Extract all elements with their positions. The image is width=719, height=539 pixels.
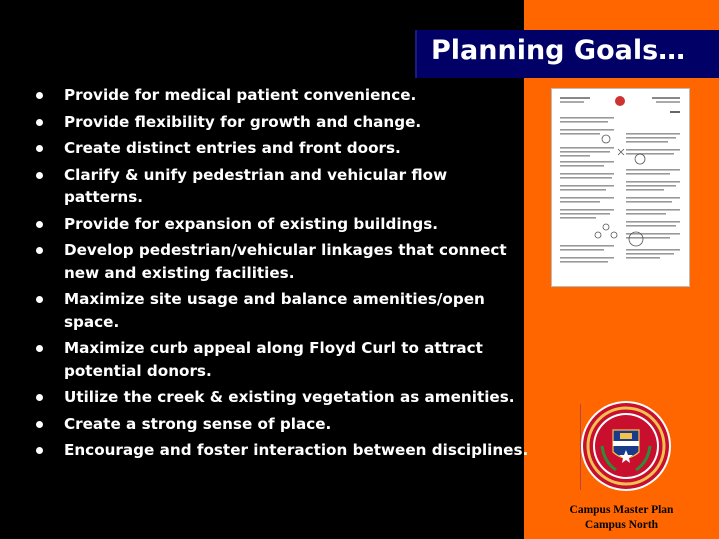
goal-item [30, 111, 530, 134]
goal-item [30, 213, 530, 236]
goal-item [30, 288, 530, 333]
goal-text: Utilize the creek & existing vegetation as amenities. [64, 388, 515, 406]
goal-item [30, 137, 530, 160]
goal-text: Develop pedestrian/vehicular linkages that connect new and existing facilities. [64, 241, 507, 282]
bullet-icon [36, 221, 43, 228]
goal-text: Provide for expansion of existing buildings. [64, 214, 439, 233]
slide-title: Planning Goals… [431, 35, 686, 66]
goal-text: Maximize curb appeal along Floyd Curl to attract potential donors. [64, 339, 483, 380]
bullet-icon [36, 145, 43, 152]
goal-text: Clarify & unify pedestrian and vehicular flow patterns. [64, 165, 448, 206]
goal-item [30, 239, 530, 284]
goal-text: Create a strong sense of place. [64, 414, 332, 433]
goal-item [30, 84, 530, 107]
goal-text: Maximize site usage and balance amenities/open space. [64, 290, 485, 331]
bullet-icon [36, 447, 43, 454]
goal-text: Provide flexibility for growth and change. [64, 112, 422, 131]
title-bar [415, 30, 719, 78]
caption-line-1: Campus Master Plan [569, 504, 674, 516]
goal-item [30, 164, 530, 209]
bullet-icon [36, 119, 43, 126]
goal-item [30, 386, 530, 409]
bullet-icon [36, 421, 43, 428]
goal-text: Provide for medical patient convenience. [64, 86, 417, 104]
document-thumbnail-graphic [552, 89, 689, 286]
goals-list [30, 84, 530, 466]
bullet-icon [36, 172, 43, 179]
bullet-icon [36, 92, 43, 99]
bullet-icon [36, 247, 43, 254]
university-seal-icon [580, 400, 672, 492]
goal-item [30, 439, 530, 462]
campus-caption [524, 503, 719, 533]
bullet-icon [36, 394, 43, 401]
goal-item [30, 413, 530, 436]
goal-item [30, 337, 530, 382]
goal-text: Create distinct entries and front doors. [64, 139, 401, 157]
goal-text: Encourage and foster interaction between disciplines. [64, 441, 529, 459]
bullet-icon [36, 345, 43, 352]
bullet-icon [36, 296, 43, 303]
document-thumbnail [551, 88, 690, 287]
caption-line-2: Campus North [584, 519, 659, 531]
